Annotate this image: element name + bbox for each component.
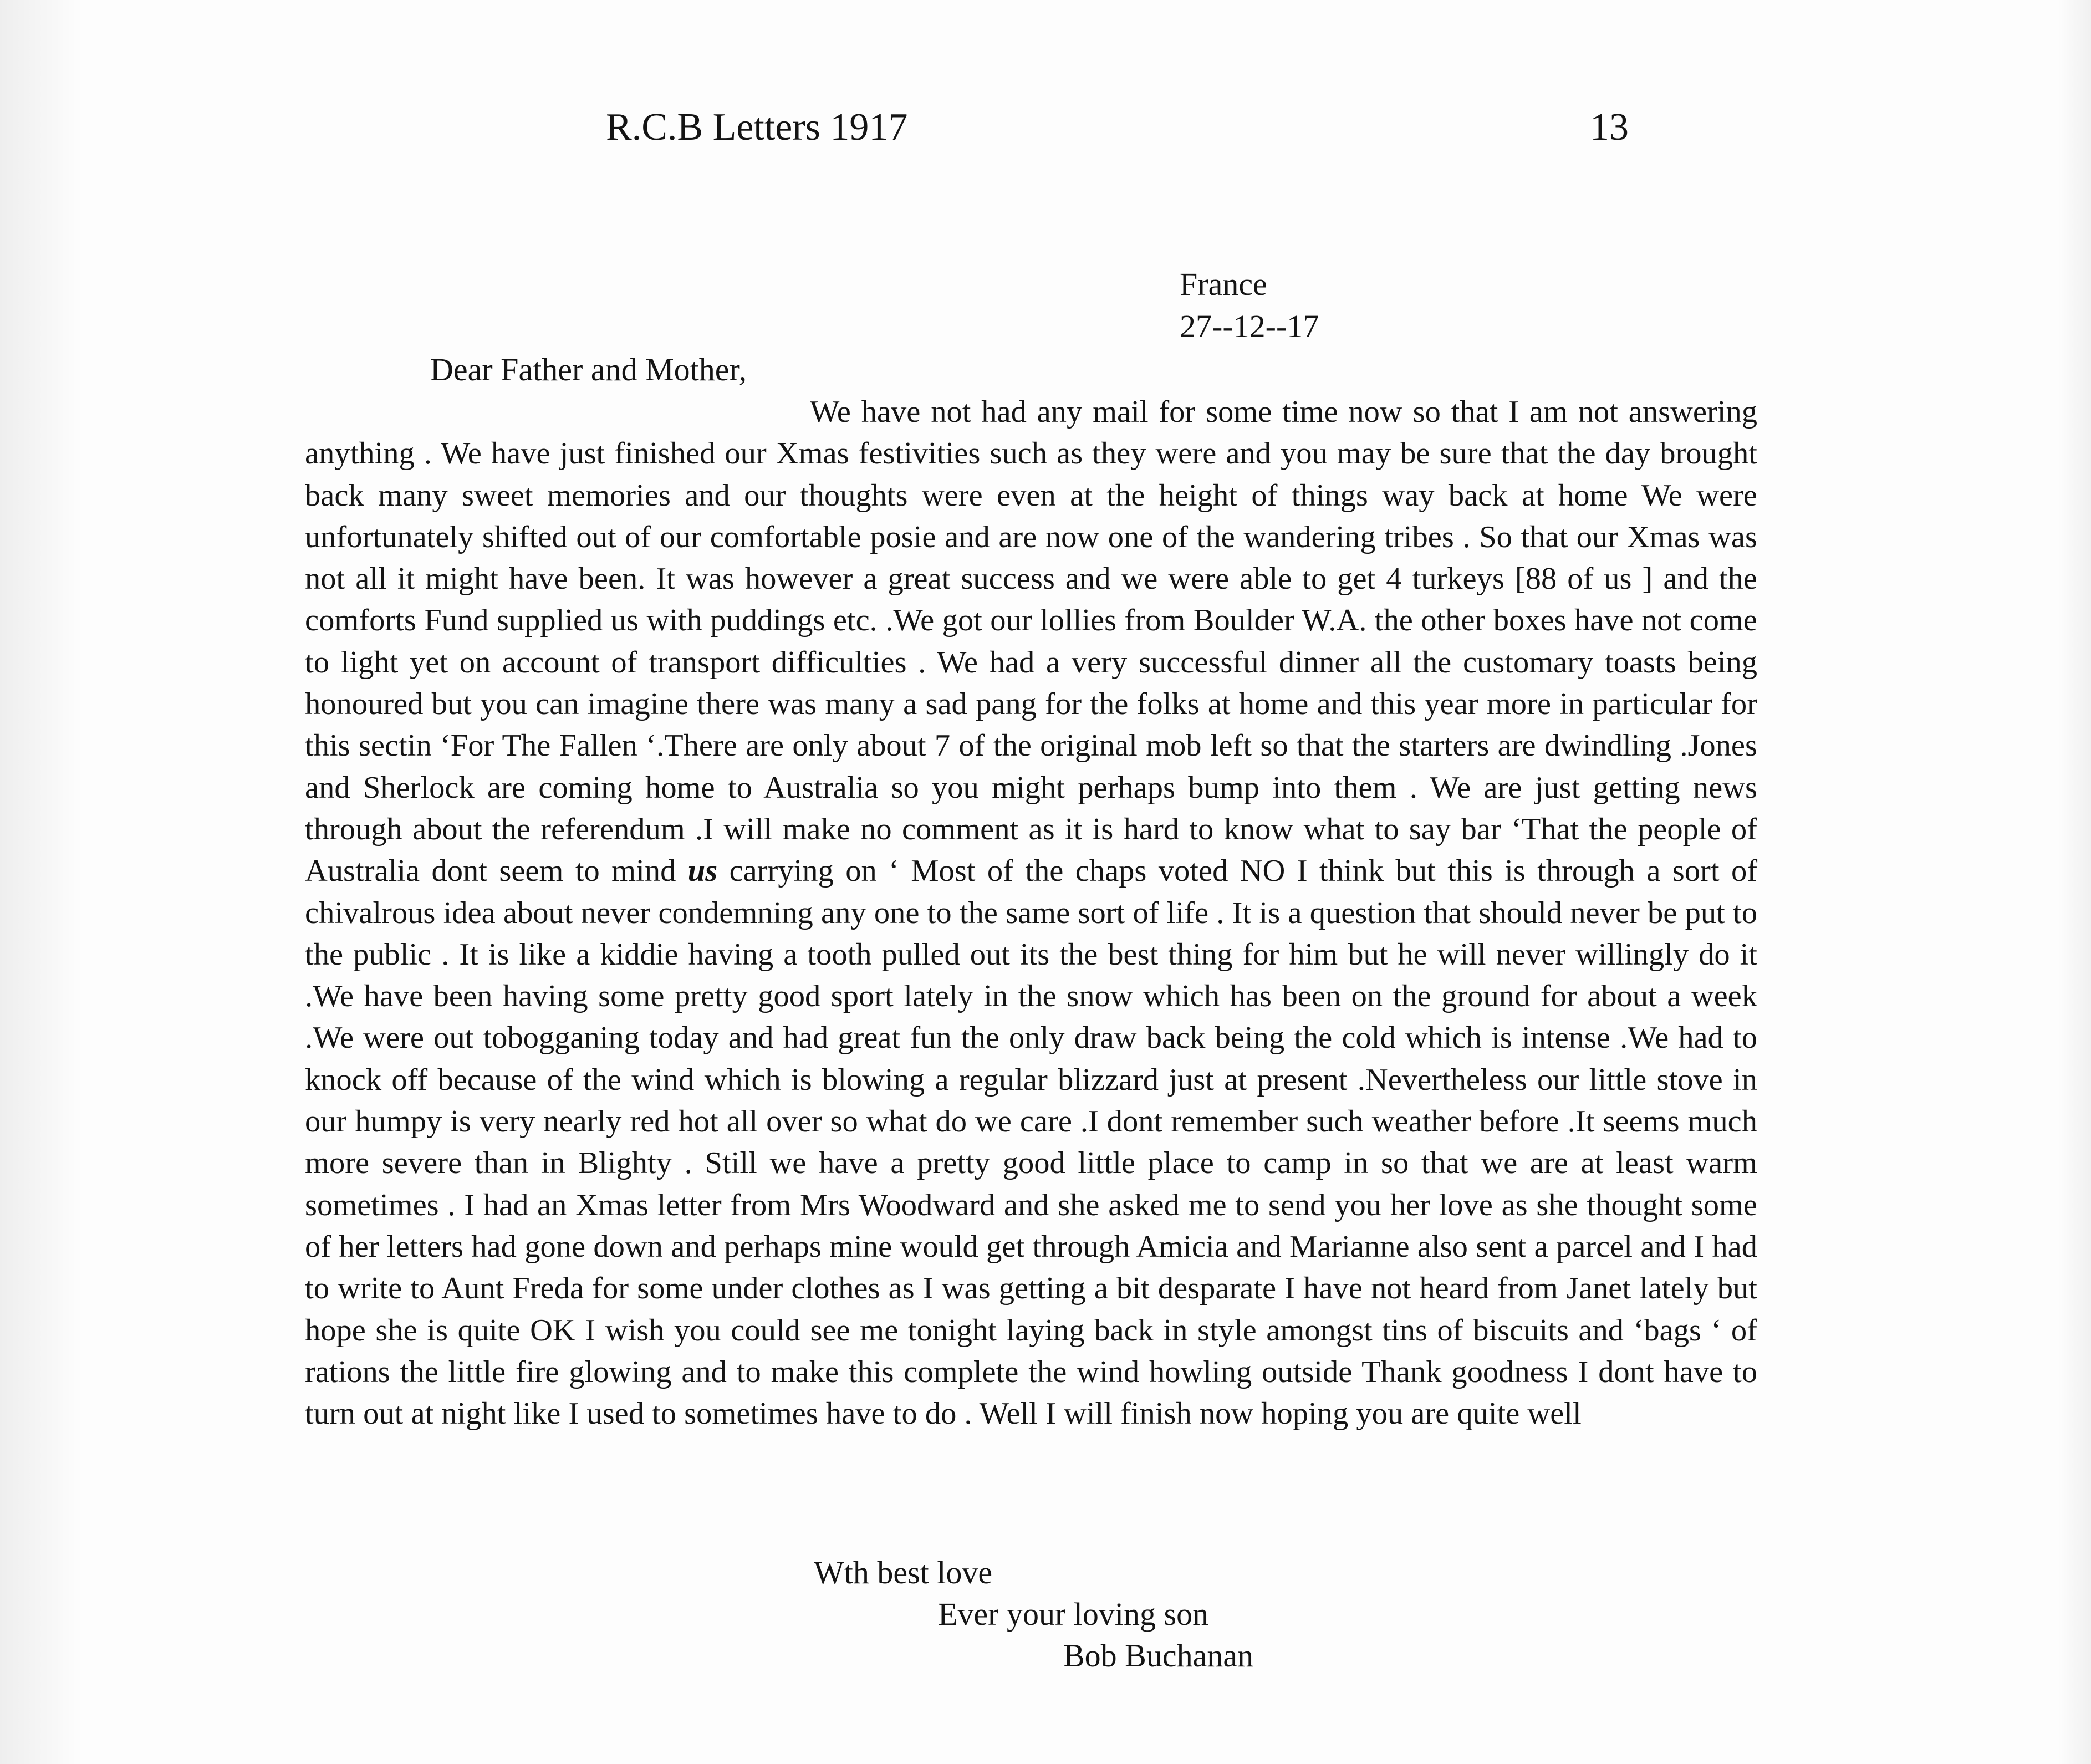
closing-loving-son: Ever your loving son	[938, 1596, 1209, 1632]
signature: Bob Buchanan	[1063, 1638, 1254, 1674]
letter-body	[305, 391, 1757, 1435]
letter-date: 27--12--17	[1180, 308, 1319, 344]
letter-place: France	[1180, 266, 1267, 302]
letter-body-part-2: carrying on ‘ Most of the chaps voted NO I think but this is through a sort of chivalrous idea about never condemning any one to the same sort of life . It is a question that should never be put to the public . It is like a kiddie having a tooth pulled out its the best thing for him but he will never willingly do it .We have been having some pretty good sport lately in the snow which has been on the ground for about a week .We were out tobogganing today and had great fun the only draw back being the cold which is intense .We had to knock off because of the wind which is blowing a regular blizzard just at present .Nevertheless our little stove in our humpy is very nearly red hot all over so what do we care .I dont remember such weather before .It seems much more severe than in Blighty . Still we have a pretty good little place to camp in so that we are at least warm sometimes . I had an Xmas letter from Mrs Woodward and she asked me to send you her love as she thought some of her letters had gone down and perhaps mine would get through Amicia and Marianne also sent a parcel and I had to write to Aunt Freda for some under clothes as I was getting a bit desparate I have not heard from Janet lately but hope she is quite OK I wish you could see me tonight laying back in style amongst tins of biscuits and ‘bags ‘ of rations the little fire glowing and to make this complete the wind howling outside Thank goodness I dont have to turn out at night like I used to sometimes have to do . Well I will finish now hoping you are quite well	[305, 854, 1758, 1431]
scan-edge-shadow-right	[2058, 0, 2091, 1764]
header-title: R.C.B Letters 1917	[606, 106, 908, 149]
page-number: 13	[1590, 106, 1629, 149]
letter-body-part-1: We have not had any mail for some time now so that I am not answering anything . We have just finished our Xmas festivities such as they were and you may be sure that the day brought back many sweet memories and our thoughts were even at the height of things way back at home We were unfortunately shifted out of our comfortable posie and are now one of the wandering tribes . So that our Xmas was not all it might have been. It was however a great success and we were able to get 4 turkeys [88 of us ] and the comforts Fund supplied us with puddings etc. .We got our lollies from Boulder W.A. the other boxes have not come to light yet on account of transport difficulties . We had a very successful dinner all the customary toasts being honoured but you can imagine there was many a sad pang for the folks at home and this year more in particular for this sectin ‘For The Fallen ‘.There are only about 7 of the original mob left so that the starters are dwindling .Jones and Sherlock are coming home to Australia so you might perhaps bump into them . We are just getting news through about the referendum .I will make no comment as it is hard to know what to say bar ‘That the people of Australia dont seem to mind	[305, 395, 1757, 889]
letter-salutation: Dear Father and Mother,	[430, 351, 747, 388]
scan-edge-shadow-left	[0, 0, 83, 1764]
letter-body-emphasis: us	[687, 854, 718, 889]
closing-best-love: Wth best love	[814, 1554, 993, 1590]
